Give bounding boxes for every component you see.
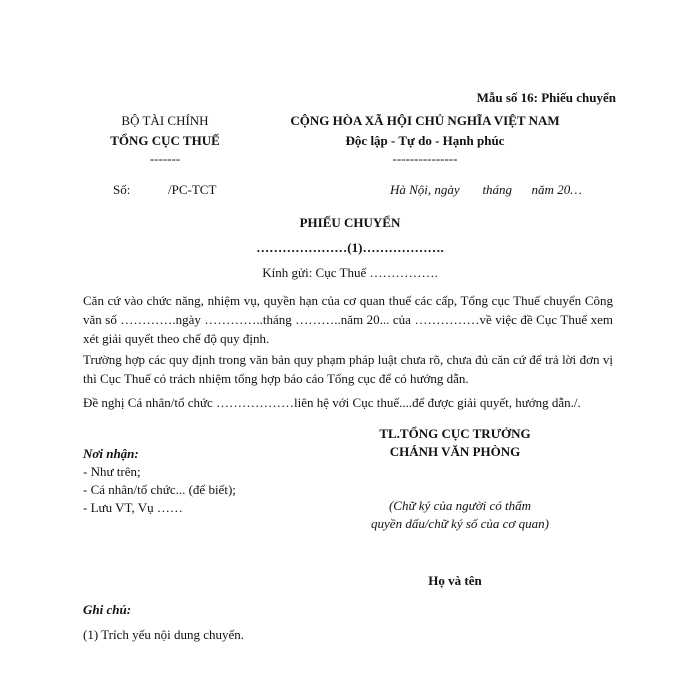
signature-note: quyền dấu/chữ ký số của cơ quan) xyxy=(371,516,549,531)
recipients-list xyxy=(83,463,236,517)
body-paragraph: Trường hợp các quy định trong văn bản quy phạm pháp luật chưa rõ, chưa đủ căn cứ để trả lời đơn vị thì Cục Thuế có trách nhiệm tổng hợp báo cáo Tổng cục để có hướng dẫn. xyxy=(83,352,613,386)
recipient-line: Kính gửi: Cục Thuế ……………. xyxy=(262,265,438,280)
place-and-date: Hà Nội, ngày tháng năm 20… xyxy=(390,182,582,197)
right-divider: --------------- xyxy=(392,151,458,166)
list-item: - Cá nhân/tổ chức... (để biết); xyxy=(83,482,236,497)
republic-name: CỘNG HÒA XÃ HỘI CHỦ NGHĨA VIỆT NAM xyxy=(290,113,560,128)
department-name: TỔNG CỤC THUẾ xyxy=(110,133,220,148)
document-subtitle: …………………(1)………………. xyxy=(256,240,444,255)
signer-name-label: Họ và tên xyxy=(428,573,482,588)
body-paragraph: Căn cứ vào chức năng, nhiệm vụ, quyền hạn của cơ quan thuế các cấp, Tổng cục Thuế chuyển Công văn số ………….ngày …………..tháng ………..năm 20... của ……………về việc đề Cục Thuế xem xét giải quyết theo chế độ quy định. xyxy=(83,293,613,346)
body-paragraph: Đề nghị Cá nhân/tổ chức ………………liên hệ với Cục thuế....để được giải quyết, hướng dẫn./. xyxy=(83,395,581,410)
notes-label: Ghi chú: xyxy=(83,602,132,617)
signer-position: CHÁNH VĂN PHÒNG xyxy=(389,444,521,459)
document-number-label: Số: xyxy=(113,182,131,197)
document-title: PHIẾU CHUYỂN xyxy=(299,215,401,230)
national-motto: Độc lập - Tự do - Hạnh phúc xyxy=(345,133,505,148)
form-number: Mẫu số 16: Phiếu chuyển xyxy=(476,90,616,105)
signer-title: TL.TỔNG CỤC TRƯỞNG xyxy=(379,426,531,441)
recipients-label: Nơi nhận: xyxy=(83,446,139,461)
list-item: - Như trên; xyxy=(83,464,141,479)
document-number-code: /PC-TCT xyxy=(168,182,217,197)
left-divider: ------- xyxy=(149,151,181,166)
ministry-name: BỘ TÀI CHÍNH xyxy=(121,113,209,128)
list-item: - Lưu VT, Vụ …… xyxy=(83,500,183,515)
note-item: (1) Trích yếu nội dung chuyển. xyxy=(83,627,245,642)
signature-note: (Chữ ký của người có thẩm xyxy=(388,498,532,513)
